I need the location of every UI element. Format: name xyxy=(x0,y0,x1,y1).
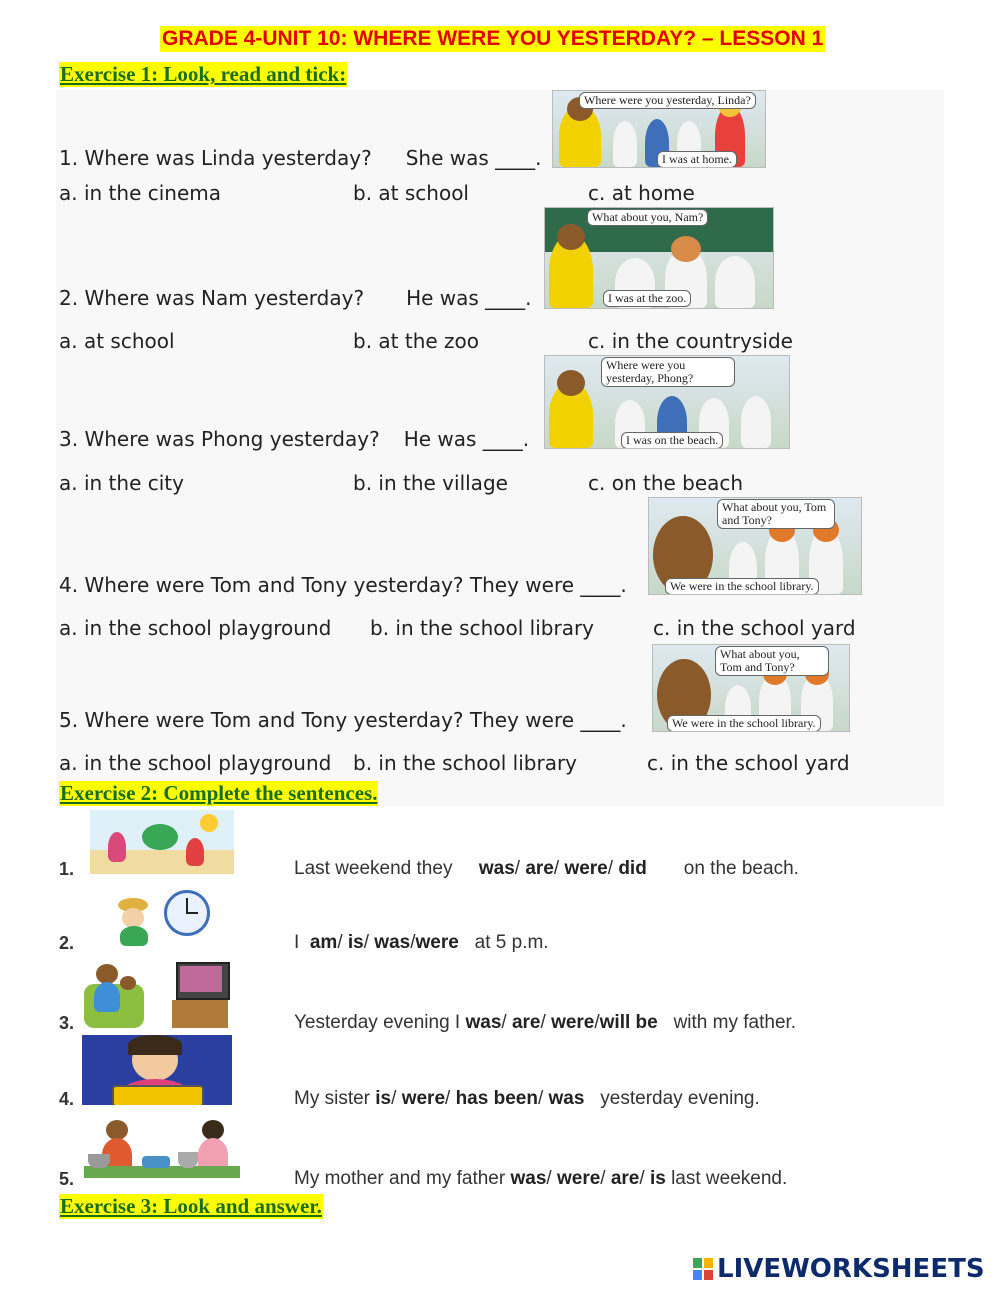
exercise2-item-5-after: last weekend. xyxy=(671,1168,788,1189)
exercise2-item-1-sentence: Last weekend they was/ are/ were/ did on the beach. xyxy=(294,858,799,879)
exercise2-item-4-choice-3[interactable]: has been xyxy=(455,1088,538,1109)
question-4-option-c[interactable]: c. in the school yard xyxy=(653,616,856,640)
exercise2-item-5-choice-1[interactable]: was xyxy=(510,1168,547,1189)
exercise2-item-2-choice-3[interactable]: was xyxy=(374,932,411,953)
exercise2-item-3-picture xyxy=(82,958,230,1030)
exercise2-item-5-choice-4[interactable]: is xyxy=(649,1168,666,1189)
worksheet-title: GRADE 4-UNIT 10: WHERE WERE YOU YESTERDAY? – LESSON 1 xyxy=(162,27,824,50)
question-2-picture-caption-top: What about you, Nam? xyxy=(587,209,708,226)
question-3-picture-caption-top: Where were you yesterday, Phong? xyxy=(601,357,735,387)
question-3 xyxy=(59,427,529,451)
exercise1-heading: Exercise 1: Look, read and tick: xyxy=(60,62,347,86)
question-1-picture-caption-top: Where were you yesterday, Linda? xyxy=(579,92,756,109)
exercise2-item-3-number: 3. xyxy=(59,1013,75,1033)
question-2-picture xyxy=(544,207,774,309)
question-3-picture-caption-bottom: I was on the beach. xyxy=(621,432,723,449)
exercise2-heading: Exercise 2: Complete the sentences. xyxy=(60,781,378,805)
question-2-option-c[interactable]: c. in the countryside xyxy=(588,329,793,353)
question-1-option-b[interactable]: b. at school xyxy=(353,181,469,205)
exercise2-item-3-after: with my father. xyxy=(673,1012,797,1033)
exercise2-item-5-number: 5. xyxy=(59,1169,75,1189)
exercise2-item-3-before: Yesterday evening I xyxy=(294,1012,461,1033)
exercise2-item-3-choice-3[interactable]: were xyxy=(551,1012,595,1033)
exercise2-item-3-choice-4[interactable]: will be xyxy=(599,1012,658,1033)
question-5-picture-caption-bottom: We were in the school library. xyxy=(667,715,821,732)
question-1-option-a[interactable]: a. in the cinema xyxy=(59,181,222,205)
exercise2-item-2-choice-4[interactable]: were xyxy=(415,932,459,953)
question-2-text: 2. Where was Nam yesterday? xyxy=(59,286,365,310)
exercise2-item-2-after: at 5 p.m. xyxy=(474,932,549,953)
question-5-picture xyxy=(652,644,850,732)
exercise2-item-2-sentence: I am/ is/ was/were at 5 p.m. xyxy=(294,932,549,953)
exercise2-item-1-before: Last weekend they xyxy=(294,858,453,879)
liveworksheets-logo-text: LIVEWORKSHEETS xyxy=(717,1254,985,1284)
exercise2-item-5-choice-2[interactable]: were xyxy=(556,1168,601,1189)
question-5: 5. Where were Tom and Tony yesterday? They were ____. xyxy=(59,708,627,732)
exercise2-item-1-choice-4[interactable]: did xyxy=(618,858,647,879)
exercise2-item-1-number: 1. xyxy=(59,859,75,879)
question-4: 4. Where were Tom and Tony yesterday? They were ____. xyxy=(59,573,627,597)
exercise2-item-2-picture xyxy=(110,886,222,946)
question-4-picture-caption-top: What about you, Tom and Tony? xyxy=(717,499,835,529)
question-3-text: 3. Where was Phong yesterday? xyxy=(59,427,380,451)
question-3-option-b[interactable]: b. in the village xyxy=(353,471,508,495)
question-1-option-c[interactable]: c. at home xyxy=(588,181,695,205)
exercise2-item-4-picture xyxy=(82,1035,232,1105)
question-5-option-b[interactable]: b. in the school library xyxy=(353,751,578,775)
question-5-picture-caption-top: What about you, Tom and Tony? xyxy=(715,646,829,676)
question-3-stem: He was ____. xyxy=(403,427,530,451)
question-3-picture xyxy=(544,355,790,449)
exercise2-item-1-choice-3[interactable]: were xyxy=(564,858,608,879)
exercise2-item-5-choice-3[interactable]: are xyxy=(610,1168,640,1189)
question-4-option-b[interactable]: b. in the school library xyxy=(370,616,595,640)
liveworksheets-logo-icon xyxy=(693,1258,713,1280)
exercise2-item-1-choice-2[interactable]: are xyxy=(525,858,554,879)
exercise2-item-4-number: 4. xyxy=(59,1089,75,1109)
exercise2-item-4-choice-2[interactable]: were xyxy=(401,1088,446,1109)
question-1-text: 1. Where was Linda yesterday? xyxy=(59,146,372,170)
question-1 xyxy=(59,146,541,170)
exercise2-item-2-before: I xyxy=(294,932,300,953)
exercise2-item-3-choice-1[interactable]: was xyxy=(465,1012,502,1033)
exercise2-item-4-after: yesterday evening. xyxy=(600,1088,760,1109)
exercise2-item-1-after: on the beach. xyxy=(683,858,799,879)
exercise2-item-2-choice-1[interactable]: am xyxy=(309,932,338,953)
question-4-picture xyxy=(648,497,862,595)
liveworksheets-logo xyxy=(693,1254,985,1284)
exercise2-item-2-number: 2. xyxy=(59,933,75,953)
question-5-option-a[interactable]: a. in the school playground xyxy=(59,751,332,775)
exercise3-heading: Exercise 3: Look and answer. xyxy=(60,1194,322,1218)
exercise2-item-2-choice-2[interactable]: is xyxy=(347,932,364,953)
question-4-option-a[interactable]: a. in the school playground xyxy=(59,616,332,640)
exercise2-item-4-choice-1[interactable]: is xyxy=(375,1088,392,1109)
question-2-picture-caption-bottom: I was at the zoo. xyxy=(603,290,691,307)
question-1-picture xyxy=(552,90,766,168)
question-2-option-a[interactable]: a. at school xyxy=(59,329,175,353)
question-1-picture-caption-bottom: I was at home. xyxy=(657,151,737,168)
question-3-option-c[interactable]: c. on the beach xyxy=(588,471,744,495)
exercise2-item-3-choice-2[interactable]: are xyxy=(511,1012,541,1033)
exercise2-item-1-picture xyxy=(90,810,234,874)
exercise2-item-5-picture xyxy=(82,1116,242,1188)
question-4-picture-caption-bottom: We were in the school library. xyxy=(665,578,819,595)
question-1-stem: She was ____. xyxy=(405,146,542,170)
exercise2-item-5-before: My mother and my father xyxy=(294,1168,506,1189)
question-2 xyxy=(59,286,532,310)
exercise2-item-4-before: My sister xyxy=(294,1088,370,1109)
exercise2-item-4-choice-4[interactable]: was xyxy=(548,1088,585,1109)
question-3-option-a[interactable]: a. in the city xyxy=(59,471,184,495)
exercise2-item-5-sentence: My mother and my father was/ were/ are/ is last weekend. xyxy=(294,1168,788,1189)
exercise2-item-3-sentence: Yesterday evening I was/ are/ were/will be with my father. xyxy=(294,1012,797,1033)
exercise2-item-1-choice-1[interactable]: was xyxy=(478,858,515,879)
question-2-stem: He was ____. xyxy=(406,286,532,310)
question-2-option-b[interactable]: b. at the zoo xyxy=(353,329,480,353)
exercise2-item-4-sentence: My sister is/ were/ has been/ was yesterday evening. xyxy=(294,1088,760,1109)
question-5-option-c[interactable]: c. in the school yard xyxy=(647,751,850,775)
